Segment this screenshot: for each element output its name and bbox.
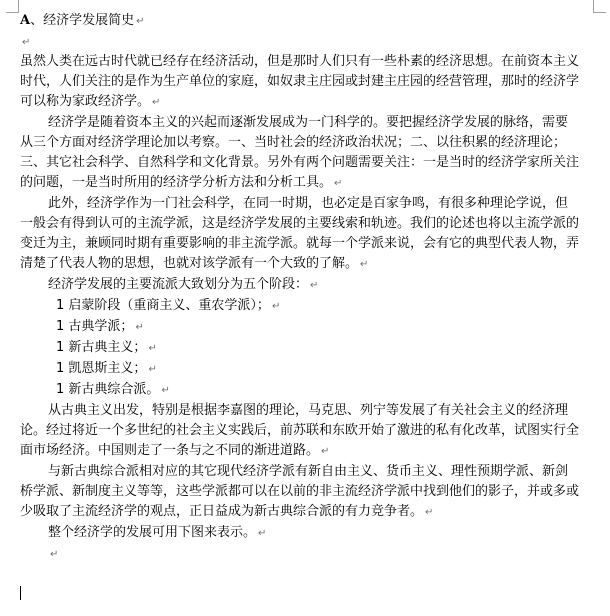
paragraph: 从古典主义出发，特别是根据李嘉图的理论，马克思、列宁等发展了有关社会主义的经济理论。经过将近一个多世纪的社会主义实践后，前苏联和东欧开始了激进的私有化改革，试图实行全面市场经济。中国则走了一条与之不同的渐进道路。 ↵ — [20, 403, 580, 458]
paragraph-mark-icon: ↵ — [22, 37, 31, 48]
empty-paragraph — [20, 32, 580, 52]
paragraph-mark-icon: ↵ — [135, 322, 144, 333]
list-number: 1 — [56, 340, 65, 355]
stage-list — [20, 296, 580, 401]
crop-mark-top-right — [593, 0, 606, 13]
paragraph: 整个经济学的发展可用下图来表示。 ↵ — [48, 525, 267, 540]
heading-text: 、经济学发展简史 — [30, 13, 135, 28]
paragraph-mark-icon: ↵ — [152, 97, 161, 108]
section-heading — [20, 10, 580, 32]
paragraph-mark-icon: ↵ — [271, 301, 281, 312]
list-number: 1 — [56, 382, 65, 397]
list-item: 1 启蒙阶段（重商主义、重农学派）； ↵ — [56, 298, 281, 313]
list-number: 1 — [56, 361, 65, 376]
paragraph-mark-icon: ↵ — [321, 446, 330, 457]
crop-mark-top-left — [6, 0, 19, 13]
paragraph-mark-icon: ↵ — [334, 178, 343, 189]
list-item: 1 新古典主义； ↵ — [56, 340, 157, 355]
paragraph: 经济学是随着资本主义的兴起而逐渐发展成为一门科学的。要把握经济学发展的脉络，需要从三个方面对经济学理论加以考察。一、当时社会的经济政治状况；二、以往积累的经济理论；三、其它社会科学、自然科学和文化背景。另外有两个问题需要关注：一是当时的经济学家所关注的问题，一是当时所用的经济学分析方法和分析工具。 ↵ — [20, 115, 580, 190]
paragraph-mark-icon: ↵ — [148, 343, 157, 354]
paragraph: 经济学发展的主要流派大致划分为五个阶段： ↵ — [48, 277, 319, 292]
empty-paragraph — [20, 544, 580, 564]
paragraph: 与新古典综合派相对应的其它现代经济学派有新自由主义、货币主义、理性预期学派、新剑桥学派、新制度主义等等，这些学派都可以在以前的非主流经济学派中找到他们的影子，并或多或少吸取了主流经济学的观点，正日益成为新古典综合派的有力竞争者。 ↵ — [20, 464, 580, 519]
paragraph-mark-icon: ↵ — [161, 385, 170, 396]
paragraph-mark-icon: ↵ — [258, 528, 267, 539]
paragraph-mark-icon: ↵ — [360, 259, 369, 270]
text-cursor — [20, 586, 21, 600]
paragraph: 此外，经济学作为一门社会科学，在同一时期，也必定是百家争鸣，有很多种理论学说，但一般会有得到认可的主流学派，这是经济学发展的主要线索和轨迹。我们的论述也将以主流学派的变迁为主，兼顾同时期有重要影响的非主流学派。就每一个学派来说，会有它的典型代表人物，弄清楚了代表人物的思想，也就对该学派有一个大致的了解。 ↵ — [20, 196, 580, 271]
heading-letter: A — [20, 13, 31, 28]
list-item: 1 新古典综合派。 ↵ — [56, 382, 170, 397]
list-item: 1 凯恩斯主义； ↵ — [56, 361, 157, 376]
document-page[interactable] — [20, 10, 580, 564]
list-number: 1 — [56, 319, 65, 334]
list-item: 1 古典学派； ↵ — [56, 319, 144, 334]
paragraph-mark-icon: ↵ — [310, 280, 319, 291]
paragraph: 虽然人类在远古时代就已经存在经济活动，但是那时人们只有一些朴素的经济思想。在前资本主义时代，人们关注的是作为生产单位的家庭，如奴隶主庄园或封建主庄园的经营管理，那时的经济学可以称为家政经济学。 ↵ — [20, 54, 580, 109]
paragraph-mark-icon: ↵ — [425, 507, 434, 518]
paragraph-mark-icon: ↵ — [148, 364, 157, 375]
paragraph-mark-icon: ↵ — [136, 16, 145, 27]
list-number: 1 — [56, 298, 65, 313]
paragraph-mark-icon: ↵ — [50, 549, 59, 560]
